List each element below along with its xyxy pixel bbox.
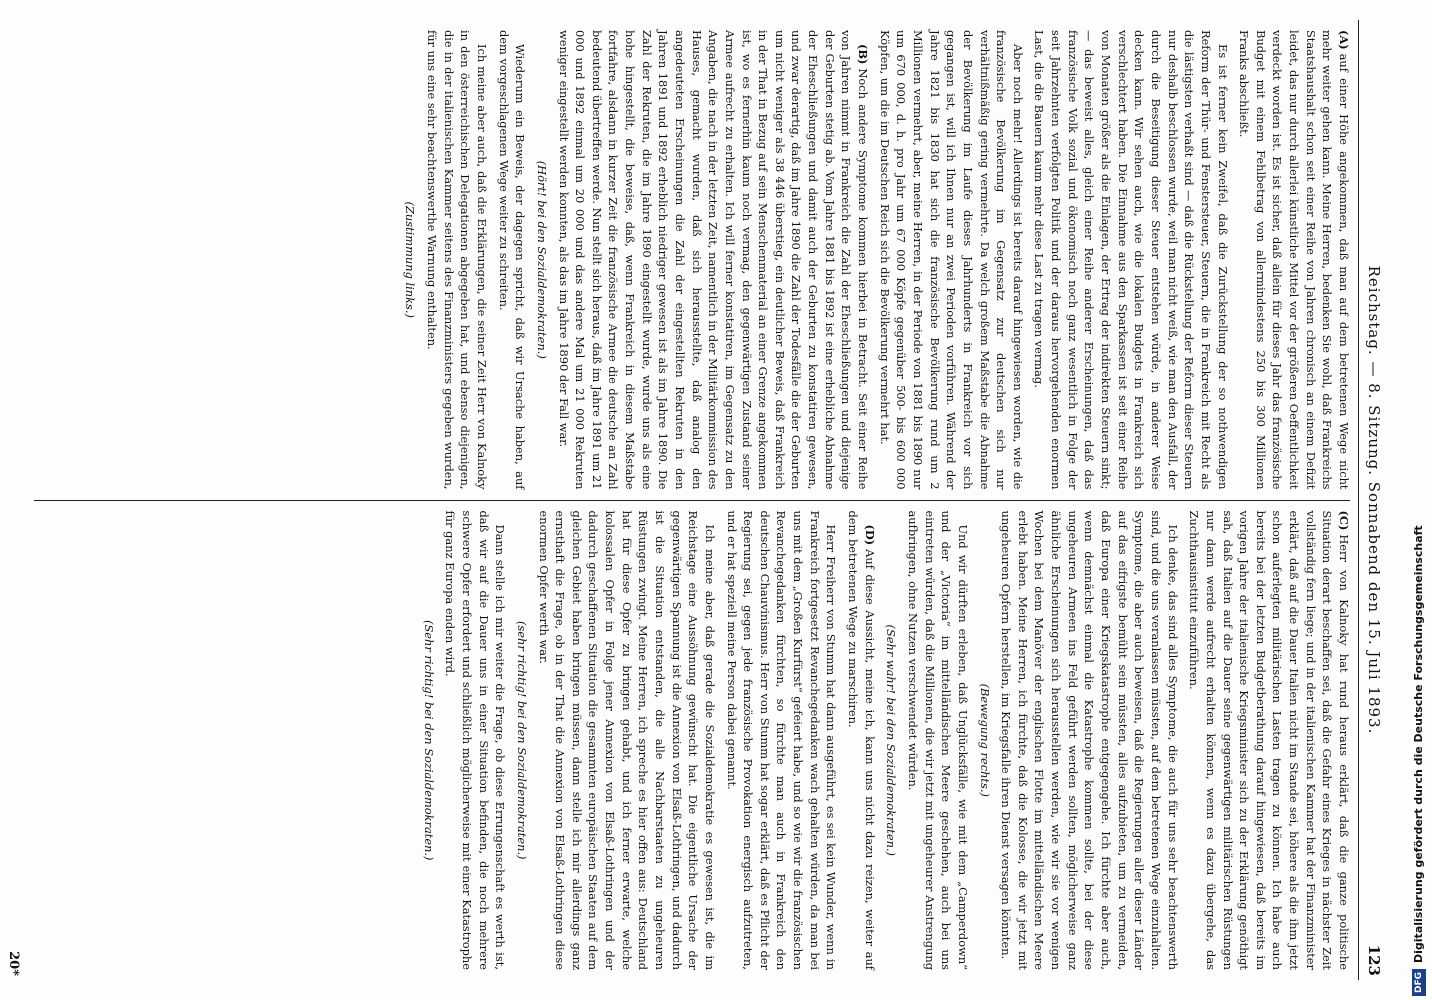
left-paragraph-2: Es ist ferner kein Zweifel, daß die Zurückstellung der so nothwendigen Reform der Thür- und Fenstersteuer, Steuern, die in Frankreich mit Recht als die lästigsten verhaßt sind — daß die Rückstellung der Reform dieser Steuern nur deshalb beschlossen wurde, weil man nicht weiß, wie man den Ausfall, der durch die Beseitigung dieser Steuer entstehen würde, in anderer Weise decken kann. Wir sehen auch, wie die lokalen Budgets in Frankreich sich verschlechtert haben. Die Einnahme aus den Sparkassen ist seit einer Reihe von Monaten größer als die Einlagen, der Ertrag der indirekten Steuern sinkt; — das beweist alles, gleich einer Reihe anderer Erscheinungen, daß das französische Volk sozial und ökonomisch noch ganz wesentlich in Folge der seit Jahrzehnten verfolgten Politik und der daraus hervorgehenden enormen Last, die die Bauern kaum mehr diese Last zu tragen vermag.: [1032, 30, 1230, 490]
right-interjection-4: (Sehr richtig! bei den Sozialdemokraten.): [421, 620, 436, 861]
right-paragraph-2: Ich denke, das sind alles Symptome, die auch für uns sehr beachtenswerth sind, und die uns veranlassen müssten, auf dem betretenen Wege einzuhalten. Symptome, die aber auch beweisen, daß die Regierungen aller dieser Länder auf das eifrigste bemüht sein müssten, alles aufzubieten, um zu vermeiden, daß Europa einer Kriegskatastrophe entgegengehe. Ich fürchte aber auch, wenn demnächst einmal die Katastrophe kommen sollte, bei der diese ungeheuren Armeen ins Feld geführt werden sollten, möglicherweise ganz ähnliche Erscheinungen sich herausstellen werden, wie wir sie vor wenigen Wochen bei dem Manöver der englischen Flotte im mittelländischen Meere erlebt haben. Meine Herren, ich fürchte, daß die Kolosse, die wir jetzt mit ungeheuren Opfern herstellen, im Kriegsfalle ihren Dienst versagen könnten.: [999, 510, 1180, 970]
text-columns: [32, 20, 1352, 980]
header-title: Reichstag. — 8. Sitzung. Sonnabend den 15. Juli 1893.: [1365, 265, 1383, 735]
margin-marker-d: (D): [862, 524, 877, 546]
margin-marker-c: (C): [1337, 510, 1351, 531]
rotated-page-content: [2, 0, 1397, 1000]
right-interjection-1: (Bewegung rechts.): [977, 683, 992, 797]
left-interjection-1: (Hört! bei den Sozialdemokraten.): [534, 160, 549, 359]
page-number: 123: [1365, 944, 1383, 976]
right-paragraph-3: Und wir dürften erleben, daß Unglücksfälle, wie mit dem „Camperdown“ und der „Victoria“ im mittelländischen Meere geschehen, auch bei uns eintreten würden, daß die Millionen, die wir jetzt mit ungeheurer Anstrengung aufbringen, ohne Nutzen verschwendet würden.: [905, 510, 970, 970]
signature-mark: 20*: [6, 951, 21, 976]
right-paragraph-7: Dann stelle ich mir weiter die Frage, ob diese Errungenschaft es werth ist, daß wir auf die Dauer uns in einer Situation befinden, die noch mehrere schwere Opfer erfordert und schließlich möglicherweise mit einer Katastrophe für ganz Europa enden wird.: [443, 510, 508, 970]
digitization-credit: Digitalisierung gefördert durch die Deutsche Forschungsgemeinschaft: [1412, 525, 1425, 963]
left-paragraph-6: Ich meine aber auch, daß die Erklärungen, die seiner Zeit Herr von Kalnoky in den österreichischen Delegationen abgegeben hat, und ebenso diejenigen, die in der italienischen Kammer seitens des Finanzministers gegeben wurden, für uns eine sehr beachtenswerthe Warnung enthalten.: [425, 30, 489, 490]
left-paragraph-1: (A)auf einer Höhe angekommen, daß man auf dem betretenen Wege nicht mehr weiter gehen kann. Meine Herren, bedenken Sie wohl, daß Frankreichs Staatshaushalt schon seit einer Reihe von Jahren chronisch an einem Defizit leidet, das nur durch allerlei künstliche Mittel vor der größeren Oeffentlichkeit verdeckt worden ist. Es ist sicher, daß allein für dieses Jahr das französische Budget mit einem Fehlbetrag von allermindestens 250 bis 300 Millionen Franks abschließt.: [1237, 30, 1351, 490]
left-paragraph-4: (B)Noch andere Symptome kommen hierbei in Betracht. Seit einer Reihe von Jahren nimmt in Frankreich die Zahl der Eheschließungen und diejenige der Geburten stetig ab. Vom Jahre 1881 bis 1892 ist eine erhebliche Abnahme der Eheschließungen und damit auch der Geburten zu konstatiren gewesen, und zwar derartig, daß im Jahre 1890 die Zahl der Todesfälle die der Geburten um nicht weniger als 38 446 überstieg, ein deutlicher Beweis, daß Frankreich in der That in Bezug auf sein Menschenmaterial an einer Grenze angekommen ist, wo es fernerhin kaum noch vermag, den gegenwärtigen Zustand seiner Armee aufrecht zu erhalten. Ich will ferner konstatiren, im Gegensatz zu den Angaben, die nach in der letzten Zeit, namentlich in der Militärkommission des Hauses, gemacht wurden, daß sich herausstellte, daß analog den angedeuteten Erscheinungen die Zahl der eingestellten Rekruten in den Jahren 1891 und 1892 erheblich niedriger gewesen ist als im Jahre 1890. Die Zahl der Rekruten, die im Jahre 1890 eingestellt wurde, wurde uns als eine hohe hingestellt, die beweise, daß, wenn Frankreich in diesem Maßstabe fortfahre, alsdann in kurzer Zeit die französische Armee die deutsche an Zahl bedeutend übertreffen werde. Nun stellt sich heraus, daß im Jahre 1891 um 21 000 und 1892 einmal um 20 000 und das andere Mal um 21 000 Rekruten weniger eingestellt werden konnten, als das im Jahre 1890 der Fall war.: [556, 30, 871, 490]
margin-marker-b: (B): [856, 44, 871, 65]
right-paragraph-5: Herr Freiherr von Stumm hat dann ausgeführt, es sei kein Wunder, wenn in Frankreich fortgesetzt Revanchegedanken wach gehalten würden, da man bei uns mit dem „Großen Kurfürst“ gefeiert habe, und so wie wir die französischen Revanchegedanken fürchten, so fürchte man auch in Frankreich den deutschen Chauvinismus. Herr von Stumm hat sogar erklärt, daß es Pflicht der Regierung sei, gegen jede französische Provokation energisch aufzutreten, und er hat speziell meine Person dabei genannt.: [724, 510, 839, 970]
left-paragraph-5: Wiederum ein Beweis, der dagegen spricht, daß wir Ursache haben, auf dem vorgeschlagenen Wege weiter zu schreiten.: [496, 30, 528, 490]
left-interjection-2: (Zustimmung links.): [403, 201, 418, 318]
right-interjection-3: (sehr richtig! bei den Sozialdemokraten.): [514, 620, 529, 860]
right-column: [32, 501, 1352, 981]
digitization-sidebar: [1408, 0, 1430, 1000]
right-paragraph-4: (D)Auf diese Aussicht, meine ich, kann uns nicht dazu reizen, weiter auf dem betretenen Wege zu marschiren.: [846, 510, 877, 970]
dfg-logo: DFG: [1412, 969, 1426, 996]
left-column: [32, 20, 1352, 500]
right-interjection-2: (Sehr wahr! bei den Sozialdemokraten.): [884, 624, 899, 856]
right-paragraph-1: (C)Herr von Kalnoky hat rund heraus erklärt, daß die ganze politische Situation derart beschaffen sei, daß die Gefahr eines Krieges in nächster Zeit vollständig fern liege; und in der italienischen Kammer hat der Finanzminister erklärt, daß auf die Dauer Italien nicht im Stande sei, höhere als die ihm jetzt schon auferlegten militärischen Lasten tragen zu können. Ich habe auch bereits bei der letzten Budgetberathung darauf hingewiesen, daß bereits im vorigen Jahre der italienische Kriegsminister sich zu der Erklärung genöthigt sah, daß Italien auf die Dauer seine gegenwärtigen militärischen Rüstungen nur dann werde aufrecht erhalten können, wenn es dazu übergehe, das Zuchthausinstitut einzuführen.: [1187, 510, 1351, 970]
right-paragraph-6: Ich meine aber, daß gerade die Sozialdemokratie es gewesen ist, die im Reichstage eine Aussöhnung gewünscht hat. Die eigentliche Ursache der gegenwärtigen Spannung ist die Annexion von Elsaß-Lothringen, und dadurch ist die Situation entstanden, die alle Nachbarstaaten zu ungeheuren Rüstungen zwingt. Meine Herren, ich spreche es hier offen aus: Deutschland hat für diese Opfer zu bringen gehabt, und ich ferner erwarte, welche kolossalen Opfer in Folge jener Annexion von Elsaß-Lothringen und der dadurch geschaffenen Situation die gesammten europäischen Staaten auf dem gleichen Gebiet haben bringen müssen, dann stelle ich mir allerdings ganz ernsthaft die Frage, ob in der That die Annexion von Elsaß-Lothringen diese enormen Opfer werth war.: [536, 510, 717, 970]
margin-marker-a: (A): [1337, 30, 1351, 50]
page-header: [1358, 20, 1389, 980]
left-paragraph-3: Aber noch mehr! Allerdings ist bereits darauf hingewiesen worden, wie die französische Bevölkerung im Gegensatz zur deutschen sich nur verhältnißmäßig gering vermehrte. Da welch großem Maßstabe die Abnahme der Bevölkerung im Laufe dieses Jahrhunderts in Frankreich vor sich gegangen ist, will ich Ihnen nur an zwei Perioden vorführen. Während der Jahre 1821 bis 1830 hat sich die französische Bevölkerung rund um 2 Millionen vermehrt, aber, meine Herren, in der Periode von 1881 bis 1890 nur um 670 000, d. h. pro Jahr um 67 000 Köpfe gegenüber 500- bis 600 000 Köpfen, um die im Deutschen Reich sich die Bevölkerung vermehrt hat.: [877, 30, 1025, 490]
